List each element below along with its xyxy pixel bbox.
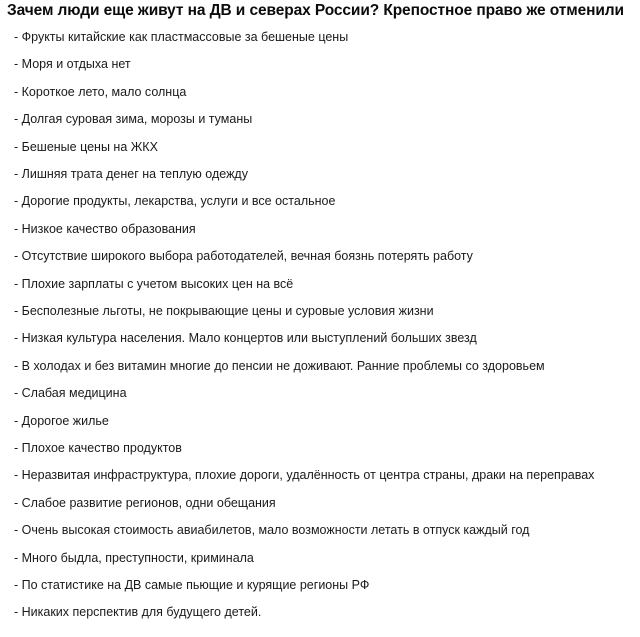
list-item: - Фрукты китайские как пластмассовые за бешеные цены xyxy=(14,30,349,44)
list-item: - Плохие зарплаты с учетом высоких цен на всё xyxy=(14,276,294,291)
list-item: - Плохое качество продуктов xyxy=(14,441,182,455)
list-item: - Слабое развитие регионов, одни обещания xyxy=(14,495,276,510)
list-item: - Бешеные цены на ЖКХ xyxy=(14,139,158,154)
list-item: - Отсутствие широкого выбора работодателей, вечная боязнь потерять работу xyxy=(14,249,473,264)
list-item: - Моря и отдыха нет xyxy=(14,57,131,72)
list-item: - Низкое качество образования xyxy=(14,221,196,236)
list-item: - Дорогие продукты, лекарства, услуги и все остальное xyxy=(14,194,336,209)
list-item: - В холодах и без витамин многие до пенсии не доживают. Ранние проблемы со здоровьем xyxy=(14,358,545,373)
list-item: - Короткое лето, мало солнца xyxy=(14,84,187,99)
list-item: - Слабая медицина xyxy=(14,386,127,401)
list-item: - Долгая суровая зима, морозы и туманы xyxy=(14,112,253,127)
list-item: - Неразвитая инфраструктура, плохие дороги, удалённость от центра страны, драки на переправах xyxy=(14,468,595,483)
list-item: - Бесполезные льготы, не покрывающие цены и суровые условия жизни xyxy=(14,304,434,318)
page-title: Зачем люди еще живут на ДВ и северах России? Крепостное право же отменили xyxy=(7,2,624,19)
list-item: - Никаких перспектив для будущего детей. xyxy=(14,605,262,620)
list-item: - Низкая культура населения. Мало концертов или выступлений больших звезд xyxy=(14,331,477,346)
list-item: - Дорогое жилье xyxy=(14,413,109,428)
list-item: - По статистике на ДВ самые пьющие и курящие регионы РФ xyxy=(14,578,370,592)
list-item: - Очень высокая стоимость авиабилетов, мало возможности летать в отпуск каждый год xyxy=(14,523,530,538)
list-item: - Лишняя трата денег на теплую одежду xyxy=(14,167,248,181)
list-item: - Много быдла, преступности, криминала xyxy=(14,550,254,565)
